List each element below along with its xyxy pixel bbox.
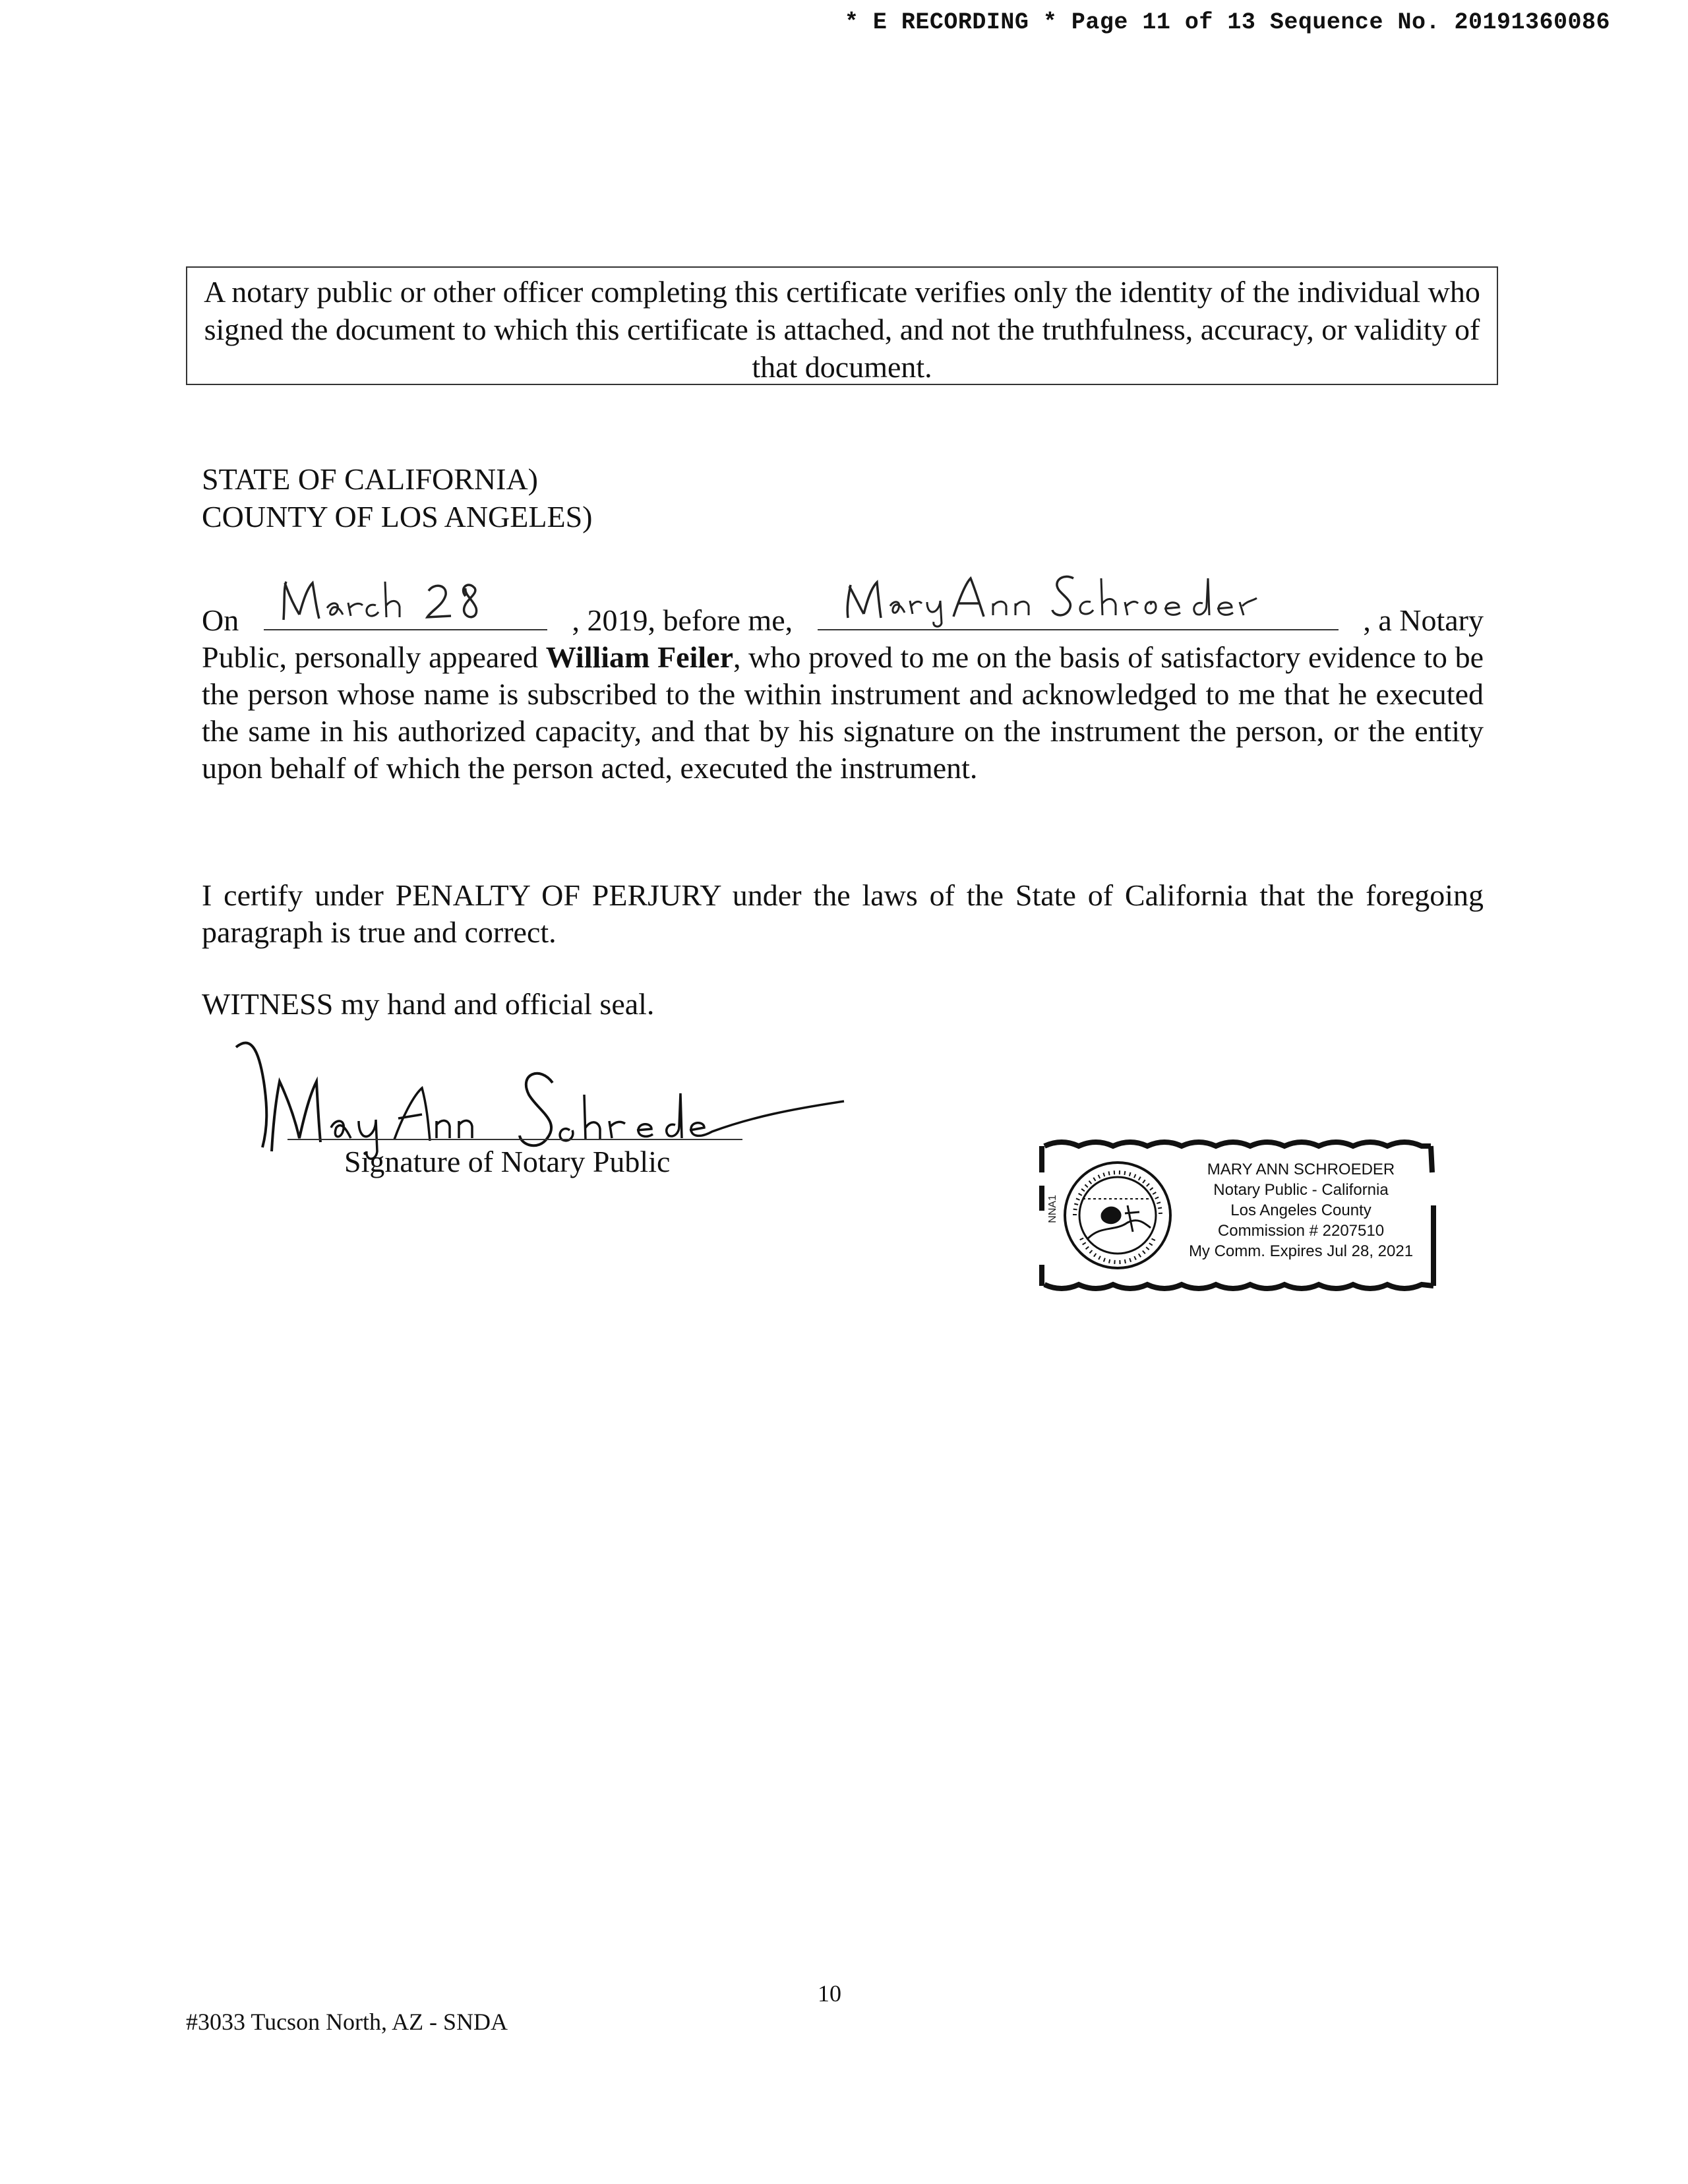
handwritten-notary-name-field — [818, 600, 1339, 630]
year-text: , 2019, before me, — [572, 603, 793, 637]
appeared-prefix: Public, personally appeared — [202, 640, 546, 674]
stamp-text-block — [1175, 1159, 1427, 1261]
venue-county: COUNTY OF LOS ANGELES) — [202, 500, 593, 533]
disclaimer-text: A notary public or other officer completing this certificate verifies only the identity of the individual who signed the document to which this certificate is attached, and not the truthfulness, accuracy, or validity of that document. — [204, 275, 1480, 384]
acknowledgment-paragraph — [202, 600, 1484, 787]
stamp-commission: Commission # 2207510 — [1217, 1222, 1385, 1240]
venue-block — [202, 460, 592, 535]
great-seal-of-california-icon — [1062, 1159, 1174, 1271]
stamp-notary-title: Notary Public - California — [1213, 1181, 1389, 1199]
stamp-notary-name: MARY ANN SCHROEDER — [1207, 1161, 1395, 1178]
acknowledgment-body: , who proved to me on the basis of satisfactory evidence to be the person whose name is subscribed to the within instrument and acknowledged to me that he executed the same in his authorized capacity, and that by his signature on the instrument the person, or the entity upon behalf of which the person acted, executed the instrument. — [202, 640, 1484, 785]
page-number: 10 — [818, 1980, 841, 2007]
witness-line: WITNESS my hand and official seal. — [202, 987, 655, 1021]
handwritten-notary-name-signature — [818, 565, 1339, 628]
stamp-side-id: NNA1 — [1047, 1195, 1058, 1223]
signature-caption: Signature of Notary Public — [344, 1145, 671, 1178]
certification-paragraph: I certify under PENALTY OF PERJURY under the laws of the State of California that the foregoing paragraph is true and correct. — [202, 878, 1484, 949]
notary-suffix: , a Notary — [1363, 603, 1484, 637]
document-reference: #3033 Tucson North, AZ - SNDA — [186, 2009, 508, 2035]
signer-name: William Feiler — [545, 640, 733, 674]
handwritten-date-field — [264, 600, 547, 630]
notary-seal-stamp — [1035, 1133, 1441, 1296]
notary-disclaimer-box — [186, 266, 1498, 385]
on-word: On — [202, 603, 239, 637]
stamp-expires: My Comm. Expires Jul 28, 2021 — [1188, 1242, 1414, 1260]
venue-state: STATE OF CALIFORNIA) — [202, 462, 538, 496]
stamp-county: Los Angeles County — [1230, 1201, 1372, 1219]
recording-header: * E RECORDING * Page 11 of 13 Sequence No. 20191360086 — [844, 9, 1610, 36]
handwritten-date-signature — [264, 568, 547, 628]
signature-line — [287, 1139, 742, 1140]
